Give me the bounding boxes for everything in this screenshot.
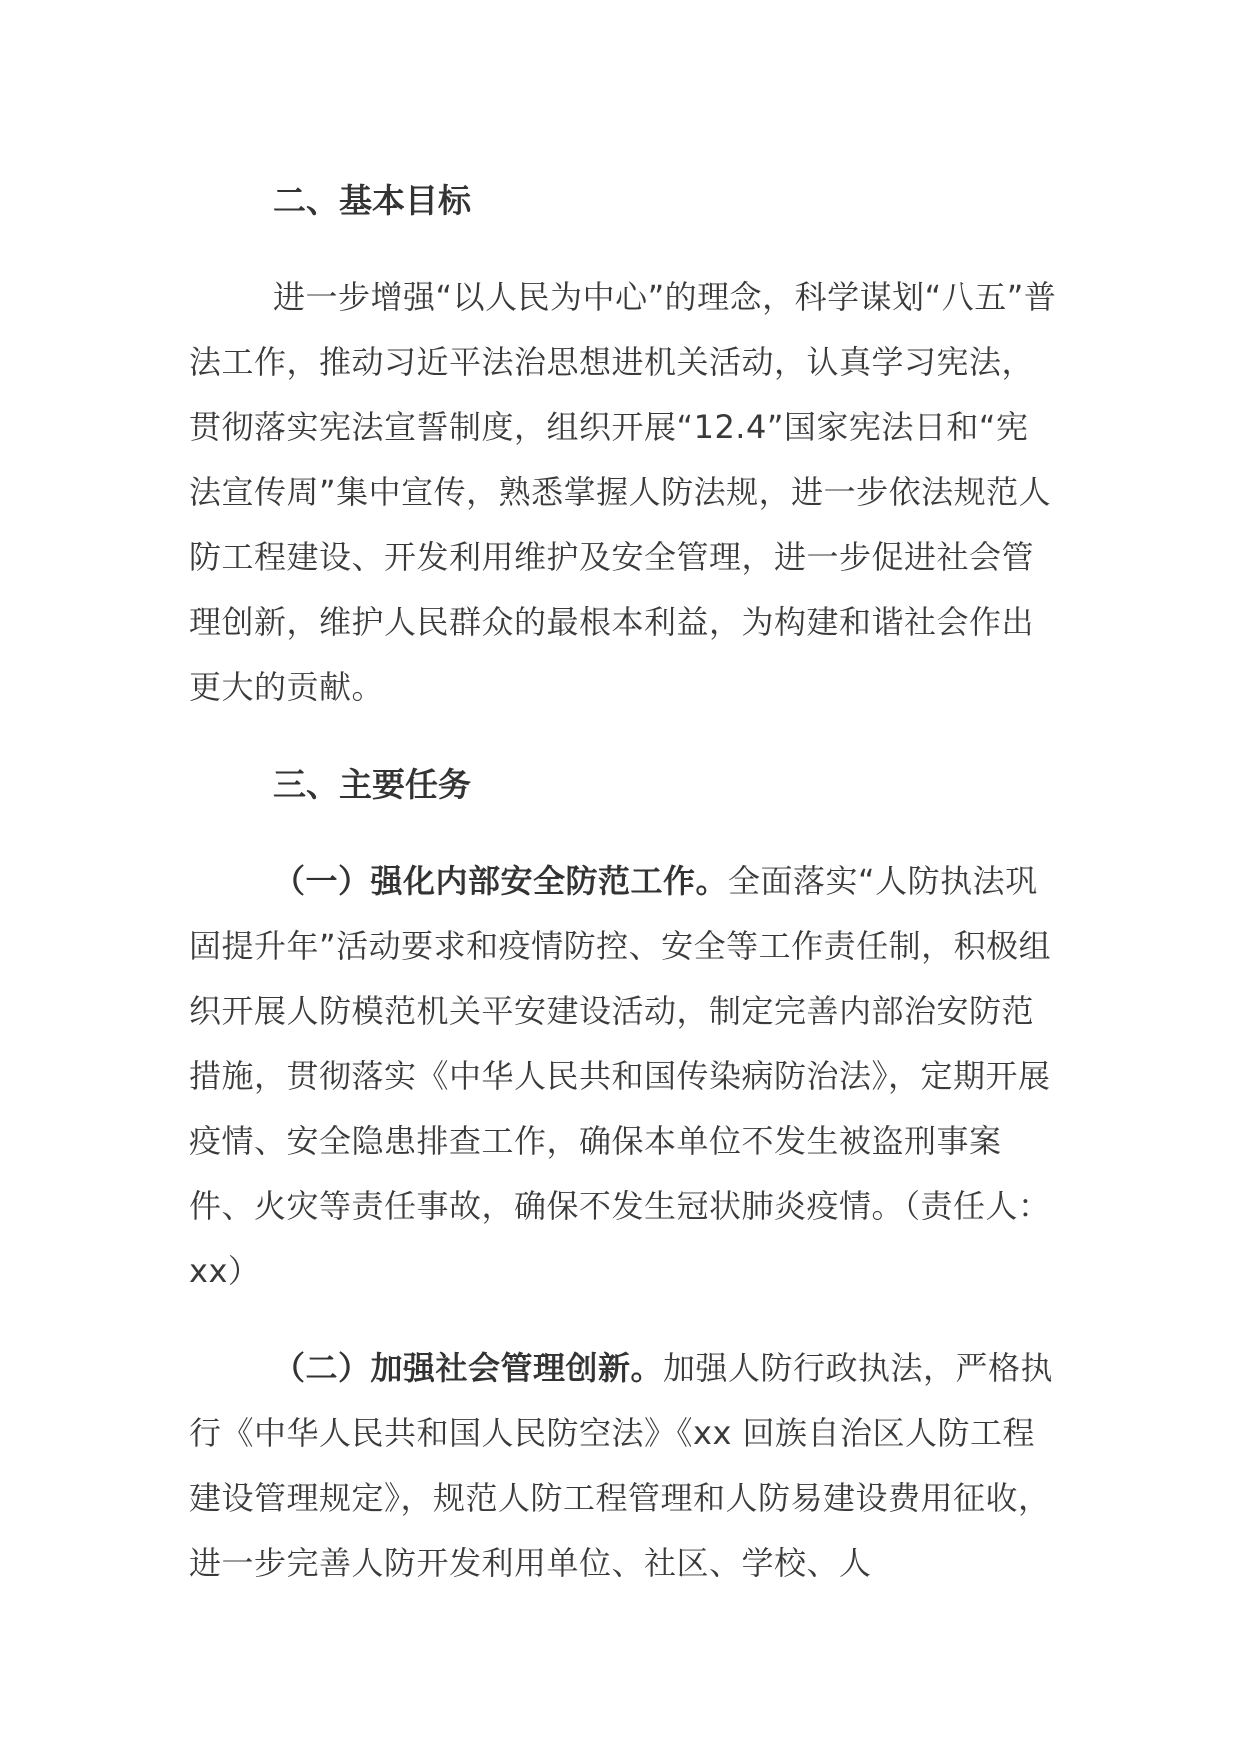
task-item-2 — [189, 1336, 1059, 1596]
task-item-2-body: 加强人防行政执法，严格执行《中华人民共和国人民防空法》《xx 回族自治区人防工程建设管理规定》，规范人防工程管理和人防易建设费用征收，进一步完善人防开发利用单位、社区、学校、人 — [189, 1349, 1054, 1582]
section-heading-main-tasks: 三、主要任务 — [273, 765, 471, 804]
task-item-1-body: 全面落实“人防执法巩固提升年”活动要求和疫情防控、安全等工作责任制，积极组织开展人防模范机关平安建设活动，制定完善内部治安防范措施，贯彻落实《中华人民共和国传染病防治法》，定期开展疫情、安全隐患排查工作，确保本单位不发生被盗刑事案件、火灾等责任事故，确保不发生冠状肺炎疫情。（责任人：xx） — [189, 862, 1052, 1290]
spacer — [189, 720, 1059, 752]
spacer — [189, 817, 1059, 849]
task-item-1-lead: （一）强化内部安全防范工作。 — [273, 862, 729, 900]
task-item-1 — [189, 849, 1059, 1304]
document-page — [189, 168, 1059, 1596]
section-heading-basic-goals: 二、基本目标 — [273, 181, 471, 220]
spacer — [189, 233, 1059, 265]
spacer — [189, 1304, 1059, 1336]
task-item-2-lead: （二）加强社会管理创新。 — [273, 1349, 664, 1387]
basic-goals-paragraph: 进一步增强“以人民为中心”的理念，科学谋划“八五”普法工作，推动习近平法治思想进机关活动，认真学习宪法，贯彻落实宪法宣誓制度，组织开展“12.4”国家宪法日和“宪法宣传周”集中宣传，熟悉掌握人防法规，进一步依法规范人防工程建设、开发利用维护及安全管理，进一步促进社会管理创新，维护人民群众的最根本利益，为构建和谐社会作出更大的贡献。 — [189, 278, 1057, 706]
